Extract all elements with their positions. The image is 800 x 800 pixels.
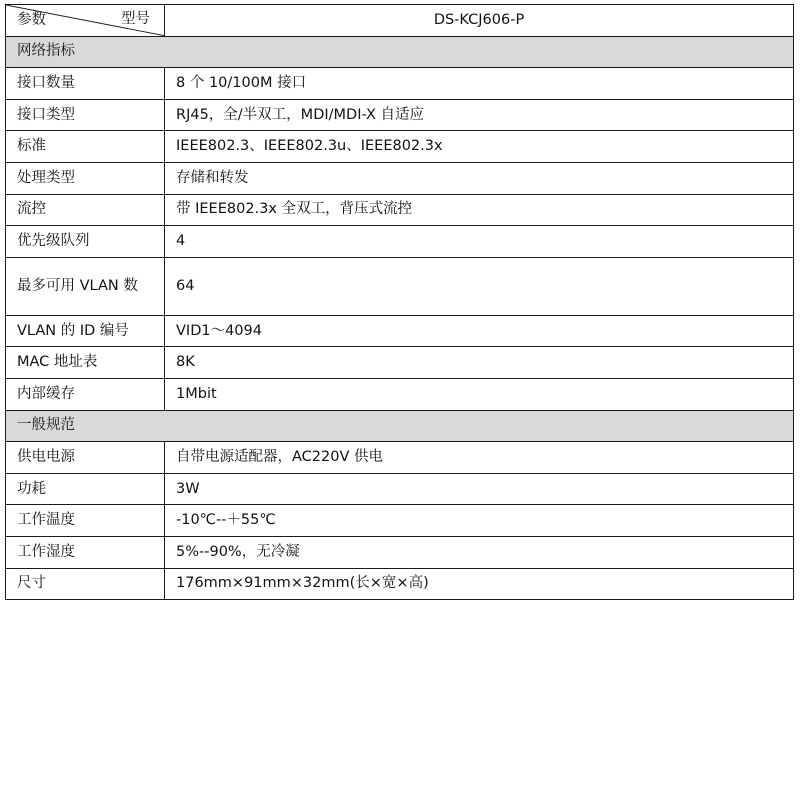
row-label: 内部缓存 (6, 378, 165, 410)
row-value: 存储和转发 (165, 162, 794, 194)
row-value: 4 (165, 226, 794, 258)
param-header-label: 参数 (17, 12, 46, 28)
table-row (6, 226, 794, 258)
table-row (6, 315, 794, 347)
section-row (6, 36, 794, 68)
header-row (6, 5, 794, 37)
row-label: VLAN 的 ID 编号 (6, 315, 165, 347)
section-title: 一般规范 (6, 410, 794, 442)
row-value: 自带电源适配器，AC220V 供电 (165, 442, 794, 474)
row-value: 带 IEEE802.3x 全双工，背压式流控 (165, 194, 794, 226)
model-header-label: 型号 (121, 11, 150, 27)
section-title: 网络指标 (6, 36, 794, 68)
table-row (6, 257, 794, 315)
spec-table (5, 4, 794, 600)
row-value: IEEE802.3、IEEE802.3u、IEEE802.3x (165, 131, 794, 163)
table-row (6, 162, 794, 194)
row-value: 8K (165, 347, 794, 379)
row-value: 8 个 10/100M 接口 (165, 68, 794, 100)
header-diagonal-cell (6, 5, 165, 37)
table-row (6, 442, 794, 474)
table-row (6, 347, 794, 379)
row-label: 流控 (6, 194, 165, 226)
row-label: 供电电源 (6, 442, 165, 474)
table-row (6, 99, 794, 131)
row-label: MAC 地址表 (6, 347, 165, 379)
row-label: 处理类型 (6, 162, 165, 194)
row-value: VID1～4094 (165, 315, 794, 347)
row-value: 64 (165, 257, 794, 315)
row-label: 功耗 (6, 473, 165, 505)
table-row (6, 131, 794, 163)
row-label: 接口数量 (6, 68, 165, 100)
table-row (6, 568, 794, 600)
row-label: 尺寸 (6, 568, 165, 600)
row-value: RJ45，全/半双工，MDI/MDI-X 自适应 (165, 99, 794, 131)
row-label: 最多可用 VLAN 数 (6, 257, 165, 315)
row-label: 标准 (6, 131, 165, 163)
table-row (6, 68, 794, 100)
table-row (6, 473, 794, 505)
model-value: DS-KCJ606-P (165, 5, 794, 37)
table-row (6, 194, 794, 226)
table-row (6, 378, 794, 410)
table-row (6, 505, 794, 537)
row-label: 优先级队列 (6, 226, 165, 258)
row-value: -10℃--＋55℃ (165, 505, 794, 537)
row-value: 3W (165, 473, 794, 505)
row-label: 工作温度 (6, 505, 165, 537)
row-value: 176mm×91mm×32mm(长×宽×高) (165, 568, 794, 600)
section-row (6, 410, 794, 442)
table-row (6, 536, 794, 568)
row-label: 接口类型 (6, 99, 165, 131)
row-value: 1Mbit (165, 378, 794, 410)
row-value: 5%--90%，无冷凝 (165, 536, 794, 568)
row-label: 工作湿度 (6, 536, 165, 568)
